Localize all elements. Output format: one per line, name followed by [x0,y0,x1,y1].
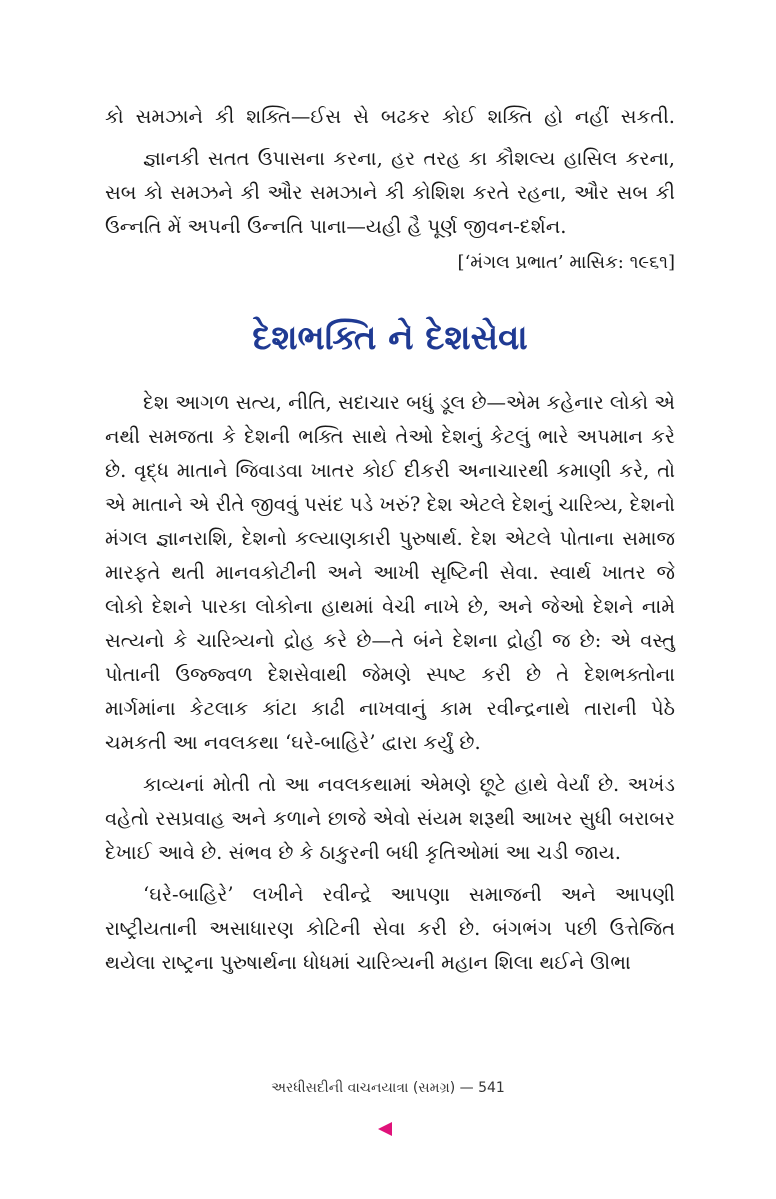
page-footer: અરધીસદીની વાચનયાત્રા (સમગ્ર) — 541 [271,1080,505,1096]
article-title: દેશભક્તિ ને દેશસેવા [252,318,528,358]
article-paragraph-1: દેશ આગળ સત્ય, નીતિ, સદાચાર બધું ડૂલ છે—એમ કહેનાર લોકો એ નથી સમજતા કે દેશની ભક્તિ સાથે તેઓ દેશનું કેટલું ભારે અપમાન કરે છે. વૃદ્ધ માતાને જિવાડવા ખાતર કોઈ દીકરી અનાચારથી કમાણી કરે, તો એ માતાને એ રીતે જીવવું પસંદ પડે ખરું? દેશ એટલે દેશનું ચારિત્ર્ય, દેશનો મંગલ જ્ઞાનરાશિ, દેશનો કલ્યાણકારી પુરુષાર્થ. દેશ એટલે પોતાના સમાજ મારફતે થતી માનવકોટીની અને આખી સૃષ્ટિની સેવા. સ્વાર્થ ખાતર જે લોકો દેશને પારકા લોકોના હાથમાં વેચી નાખે છે, અને જેઓ દેશને નામે સત્યનો કે ચારિત્ર્યનો દ્રોહ કરે છે—તે બંને દેશના દ્રોહી જ છે: એ વસ્તુ પોતાની ઉજ્જ્વળ દેશસેવાથી જેમણે સ્પષ્ટ કરી છે તે દેશભક્તોના માર્ગમાંના કેટલાક કાંટા કાઢી નાખવાનું કામ રવીન્દ્રનાથે તારાની પેઠે ચમકતી આ નવલકથા ‘ઘરે-બાહિરે’ દ્વારા કર્યું છે. [105,391,675,754]
article-paragraph-3: ‘ઘરે-બાહિરે’ લખીને રવીન્દ્રે આપણા સમાજની અને આપણી રાષ્ટ્રીયતાની અસાધારણ કોટિની સેવા કરી છે. બંગભંગ પછી ઉત્તેજિત થયેલા રાષ્ટ્રના પુરુષાર્થના ધોધમાં ચારિત્ર્યની મહાન શિલા થઈને ઊભા [105,883,675,974]
top-paragraph: જ્ઞાનકી સતત ઉપાસના કરના, હર તરહ કા કૌશલ્ય હાસિલ કરના, સબ કો સમઝને કી ઔર સમઝાને કી કોશિશ કરતે રહના, ઔર સબ કી ઉન્નતિ મેં અપની ઉન્નતિ પાના—યહી હૈ પૂર્ણ જીવન-દર્શન. [105,147,675,238]
citation: [‘મંગલ પ્રભાત’ માસિક: ૧૯૬૧] [457,252,675,273]
page-body [105,100,675,980]
article-paragraph-2: કાવ્યનાં મોતી તો આ નવલકથામાં એમણે છૂટે હાથે વેર્યાં છે. અખંડ વહેતો રસપ્રવાહ અને કળાને છાજે એવો સંયમ શરૂથી આખર સુધી બરાબર દેખાઈ આવે છે. સંભવ છે કે ઠાકુરની બધી કૃતિઓમાં આ ચડી જાય. [105,773,675,864]
left-triangle-icon[interactable] [378,1122,392,1136]
top-continuation-line: કો સમઝાને કી શક્તિ—ઈસ સે બઢકર કોઈ શક્તિ હો નહીં સકતી. [105,105,675,128]
